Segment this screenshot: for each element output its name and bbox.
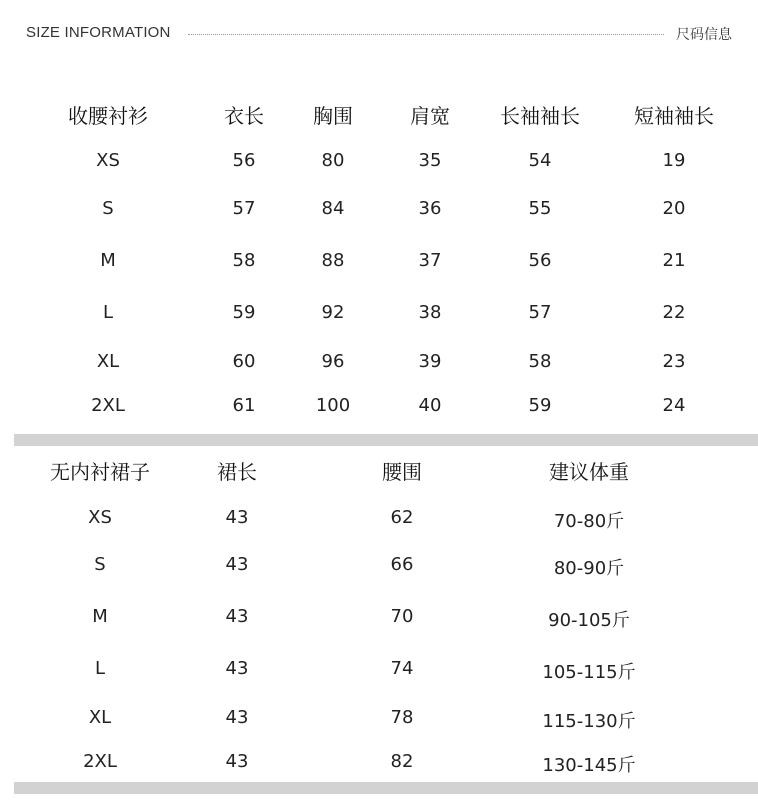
skirt-table-cell: M bbox=[92, 606, 108, 627]
size-information-title: SIZE INFORMATION bbox=[26, 24, 171, 41]
shirt-table-cell: 57 bbox=[528, 302, 552, 323]
shirt-table-cell: 39 bbox=[418, 351, 442, 372]
shirt-table-cell: 54 bbox=[528, 150, 552, 171]
shirt-table-cell: 20 bbox=[662, 198, 686, 219]
column-header-chest: 胸围 bbox=[313, 104, 353, 128]
shirt-table-cell: 56 bbox=[232, 150, 256, 171]
shirt-table-cell: XS bbox=[96, 150, 120, 171]
table-divider bbox=[14, 434, 758, 446]
skirt-table-cell: XL bbox=[88, 707, 112, 728]
skirt-table-cell: 62 bbox=[390, 507, 414, 528]
skirt-table-cell: 115-130斤 bbox=[542, 711, 636, 732]
shirt-table-cell: L bbox=[102, 302, 114, 323]
shirt-table-cell: 35 bbox=[418, 150, 442, 171]
skirt-table-cell: 43 bbox=[225, 507, 249, 528]
shirt-table-cell: 23 bbox=[662, 351, 686, 372]
shirt-table-cell: 38 bbox=[418, 302, 442, 323]
column-header-short-sleeve: 短袖袖长 bbox=[634, 104, 714, 128]
shirt-table-cell: 80 bbox=[321, 150, 345, 171]
skirt-table-cell: S bbox=[94, 554, 106, 575]
skirt-table-cell: 70 bbox=[390, 606, 414, 627]
skirt-table-cell: 105-115斤 bbox=[542, 662, 636, 683]
skirt-table-cell: 43 bbox=[225, 606, 249, 627]
shirt-table-cell: 37 bbox=[418, 250, 442, 271]
shirt-table-cell: 21 bbox=[662, 250, 686, 271]
dotted-separator bbox=[188, 34, 664, 35]
shirt-table-cell: 57 bbox=[232, 198, 256, 219]
skirt-table-cell: 70-80斤 bbox=[553, 511, 625, 532]
shirt-table-cell: 88 bbox=[321, 250, 345, 271]
shirt-table-cell: 56 bbox=[528, 250, 552, 271]
shirt-table-cell: 19 bbox=[662, 150, 686, 171]
shirt-table-cell: 84 bbox=[321, 198, 345, 219]
shirt-table-cell: M bbox=[100, 250, 116, 271]
shirt-table-cell: 36 bbox=[418, 198, 442, 219]
shirt-table-cell: 40 bbox=[418, 395, 442, 416]
column-header-weight: 建议体重 bbox=[549, 460, 629, 484]
shirt-table-cell: S bbox=[102, 198, 114, 219]
shirt-table-cell: 58 bbox=[528, 351, 552, 372]
column-header-long-sleeve: 长袖袖长 bbox=[500, 104, 580, 128]
skirt-table-cell: XS bbox=[88, 507, 112, 528]
page-header bbox=[0, 0, 758, 70]
size-information-title-cn: 尺码信息 bbox=[676, 27, 732, 43]
shirt-table-cell: 55 bbox=[528, 198, 552, 219]
shirt-table-cell: 59 bbox=[528, 395, 552, 416]
shirt-table-cell: 59 bbox=[232, 302, 256, 323]
skirt-table-cell: 2XL bbox=[83, 751, 117, 772]
skirt-table-cell: 130-145斤 bbox=[542, 755, 636, 776]
column-header-skirt-length: 裙长 bbox=[217, 460, 257, 484]
column-header-style: 收腰衬衫 bbox=[68, 104, 148, 128]
skirt-table-cell: L bbox=[94, 658, 106, 679]
column-header-waist: 腰围 bbox=[382, 460, 422, 484]
skirt-table-cell: 74 bbox=[390, 658, 414, 679]
shirt-table-cell: 92 bbox=[321, 302, 345, 323]
shirt-table-cell: 96 bbox=[321, 351, 345, 372]
skirt-table-cell: 80-90斤 bbox=[553, 558, 625, 579]
shirt-table-cell: 61 bbox=[232, 395, 256, 416]
skirt-table-cell: 43 bbox=[225, 658, 249, 679]
column-header-length: 衣长 bbox=[224, 104, 264, 128]
column-header-shoulder: 肩宽 bbox=[410, 104, 450, 128]
column-header-style: 无内衬裙子 bbox=[50, 460, 150, 484]
shirt-table-cell: 24 bbox=[662, 395, 686, 416]
shirt-table-cell: 22 bbox=[662, 302, 686, 323]
skirt-table-cell: 43 bbox=[225, 751, 249, 772]
shirt-table-cell: 58 bbox=[232, 250, 256, 271]
skirt-table-cell: 43 bbox=[225, 554, 249, 575]
skirt-table-cell: 82 bbox=[390, 751, 414, 772]
shirt-table-cell: 2XL bbox=[91, 395, 125, 416]
bottom-divider bbox=[14, 782, 758, 794]
skirt-table-cell: 66 bbox=[390, 554, 414, 575]
shirt-table-cell: 100 bbox=[315, 395, 351, 416]
skirt-table-cell: 43 bbox=[225, 707, 249, 728]
skirt-table-cell: 90-105斤 bbox=[548, 610, 630, 631]
shirt-table-cell: 60 bbox=[232, 351, 256, 372]
skirt-table-cell: 78 bbox=[390, 707, 414, 728]
shirt-table-cell: XL bbox=[96, 351, 120, 372]
